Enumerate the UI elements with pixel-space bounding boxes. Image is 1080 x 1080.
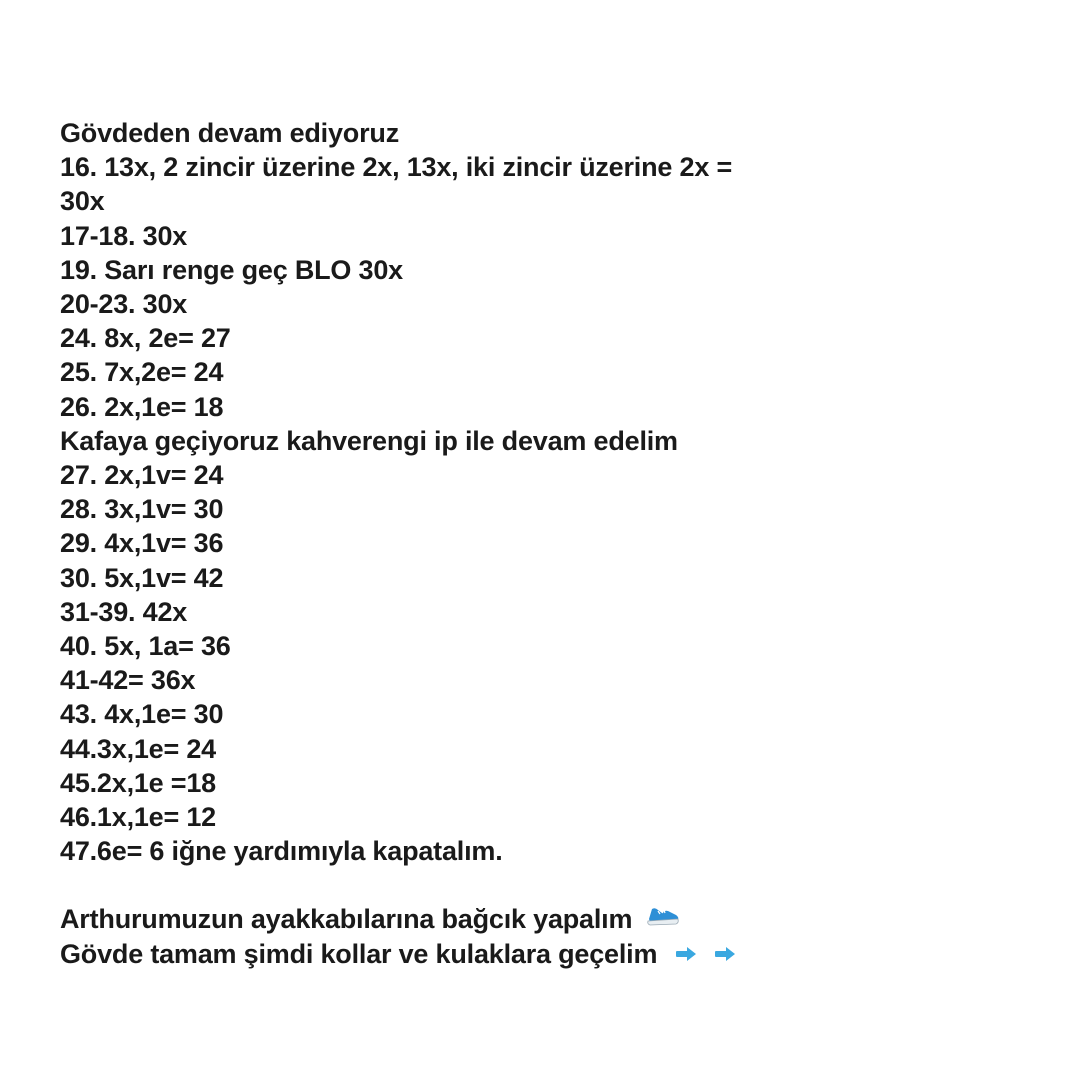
pattern-row: 24. 8x, 2e= 27 (60, 323, 231, 354)
section-heading-body: Gövdeden devam ediyoruz (60, 118, 399, 148)
pattern-row: 41-42= 36x (60, 665, 196, 696)
pattern-row: 45.2x,1e =18 (60, 767, 217, 798)
footer-line-shoes (60, 902, 1040, 936)
pattern-row: 47.6e= 6 iğne yardımıyla kapatalım. (60, 836, 503, 867)
footer-line-next (60, 937, 1040, 971)
pattern-row: 30. 5x,1v= 42 (60, 562, 224, 593)
pattern-row: 19. Sarı renge geç BLO 30x (60, 254, 403, 285)
pattern-row: 28. 3x,1v= 30 (60, 494, 224, 525)
paragraph-gap (60, 868, 1040, 902)
pattern-row: 31-39. 42x (60, 596, 188, 627)
pattern-text (60, 116, 1040, 971)
footer-text-shoes: Arthurumuzun ayakkabılarına bağcık yapalım (60, 904, 633, 935)
sneaker-icon (646, 901, 680, 935)
footer-text-next: Gövde tamam şimdi kollar ve kulaklara geçelim (60, 938, 658, 969)
pattern-row: 25. 7x,2e= 24 (60, 357, 224, 388)
pattern-row: 27. 2x,1v= 24 (60, 460, 224, 491)
pattern-row: 26. 2x,1e= 18 (60, 391, 224, 422)
pattern-row: 20-23. 30x (60, 289, 188, 320)
pattern-row: 43. 4x,1e= 30 (60, 699, 224, 730)
right-arrow-icon (675, 936, 697, 970)
pattern-row: 29. 4x,1v= 36 (60, 528, 224, 559)
pattern-row: 17-18. 30x (60, 220, 188, 251)
pattern-row: 40. 5x, 1a= 36 (60, 631, 231, 662)
section-heading-head: Kafaya geçiyoruz kahverengi ip ile devam edelim (60, 425, 678, 456)
pattern-row: 46.1x,1e= 12 (60, 802, 217, 833)
pattern-row: 44.3x,1e= 24 (60, 733, 217, 764)
pattern-row: 30x (60, 186, 105, 217)
right-arrow-icon (714, 936, 736, 970)
pattern-row: 16. 13x, 2 zincir üzerine 2x, 13x, iki zincir üzerine 2x = (60, 152, 733, 183)
